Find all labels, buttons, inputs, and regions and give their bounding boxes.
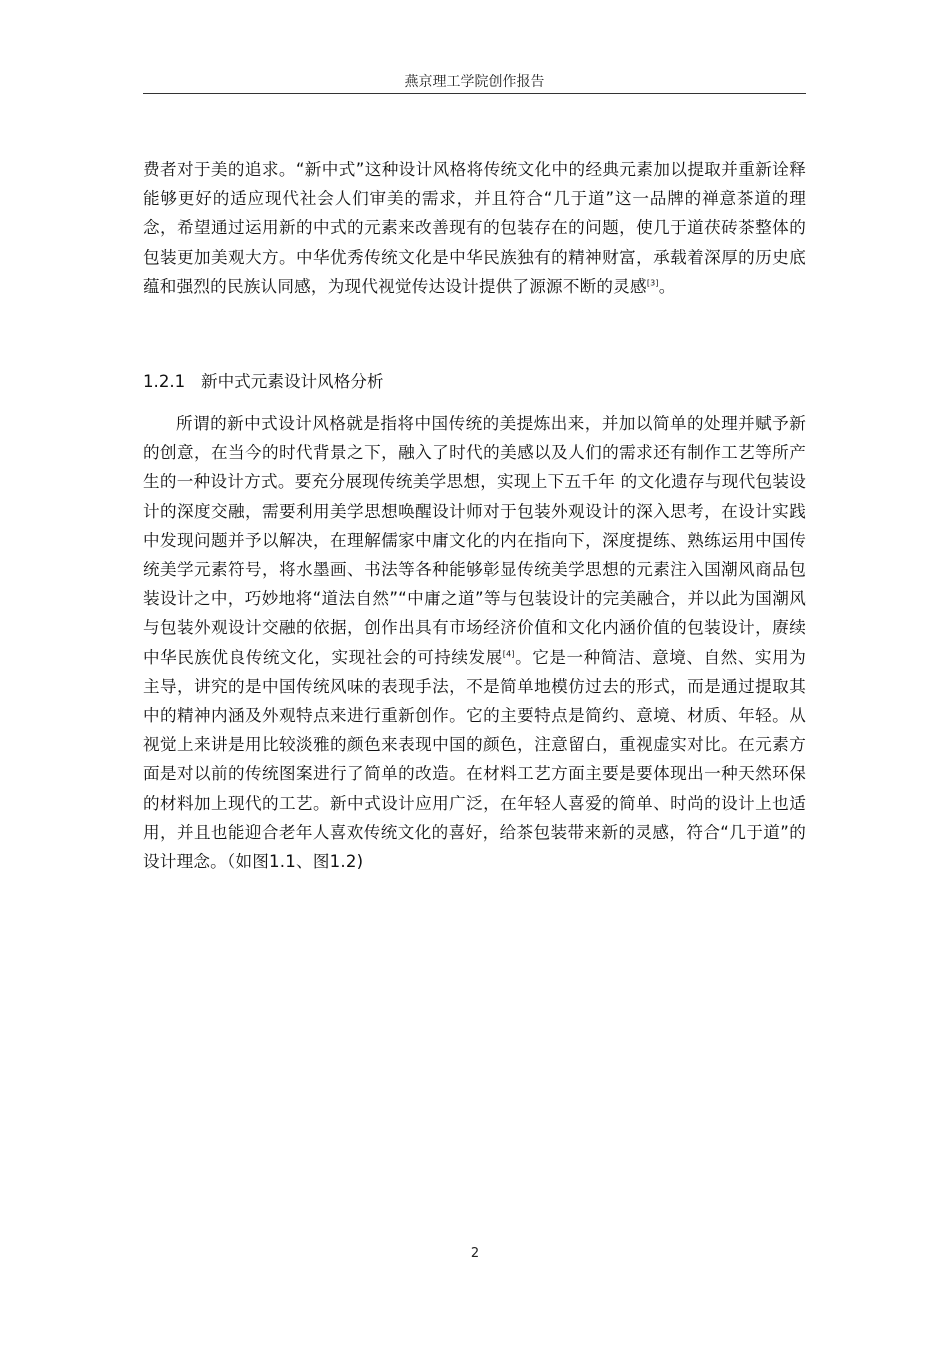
paragraph-body — [143, 409, 806, 876]
paragraph-continued — [143, 155, 806, 301]
running-header: 燕京理工学院创作报告 — [404, 74, 545, 90]
section-heading — [143, 367, 806, 396]
section-number: 1.2.1 — [143, 372, 186, 391]
page-number: 2 — [470, 1246, 480, 1261]
citation-ref: [3] — [646, 278, 659, 288]
citation-ref: [4] — [502, 649, 515, 659]
section-title: 新中式元素设计风格分析 — [201, 372, 384, 391]
header-rule — [143, 93, 806, 94]
paragraph-text-end: 。它是一种简洁、意境、自然、实用为主导，讲究的是中国传统风味的表现手法，不是简单地模仿过去的形式，而是通过提取其中的精神内涵及外观特点来进行重新创作。它的主要特点是简约、意境、材质、年轻。从视觉上来讲是用比较淡雅的颜色来表现中国的颜色，注意留白，重视虚实对比。在元素方面是对以前的传统图案进行了简单的改造。在材料工艺方面主要是要体现出一种天然环保的材料加上现代的工艺。新中式设计应用广泛，在年轻人喜爱的简单、时尚的设计上也适用，并且也能迎合老年人喜欢传统文化的喜好，给茶包装带来新的灵感，符合“几于道”的设计理念。（如图1.1、图1.2) — [143, 647, 806, 872]
paragraph-text: 费者对于美的追求。“新中式”这种设计风格将传统文化中的经典元素加以提取并重新诠释能够更好的适应现代社会人们审美的需求，并且符合“几于道”这一品牌的禅意茶道的理念，希望通过运用新的中式的元素来改善现有的包装存在的问题，使几于道茯砖茶整体的包装更加美观大方。中华优秀传统文化是中华民族独有的精神财富，承载着深厚的历史底蕴和强烈的民族认同感，为现代视觉传达设计提供了源源不断的灵感 — [143, 160, 806, 296]
paragraph-text: 所谓的新中式设计风格就是指将中国传统的美提炼出来，并加以简单的处理并赋予新的创意，在当今的时代背景之下，融入了时代的美感以及人们的需求还有制作工艺等所产生的一种设计方式。要充分展现传统美学思想，实现上下五千年 的文化遗存与现代包装设计的深度交融，需要利用美学思想唤醒设计师对于包装外观设计的深入思考，在设计实践中发现问题并予以解决，在理解儒家中庸文化的内在指向下，深度提练、熟练运用中国传统美学元素符号，将水墨画、书法等各种能够彰显传统美学思想的元素注入国潮风商品包装设计之中，巧妙地将“道法自然”“中庸之道”等与包装设计的完美融合，并以此为国潮风与包装外观设计交融的依据，创作出具有市场经济价值和文化内涵价值的包装设计，赓续中华民族优良传统文化，实现社会的可持续发展 — [143, 414, 806, 667]
paragraph-text-end: 。 — [658, 276, 676, 296]
